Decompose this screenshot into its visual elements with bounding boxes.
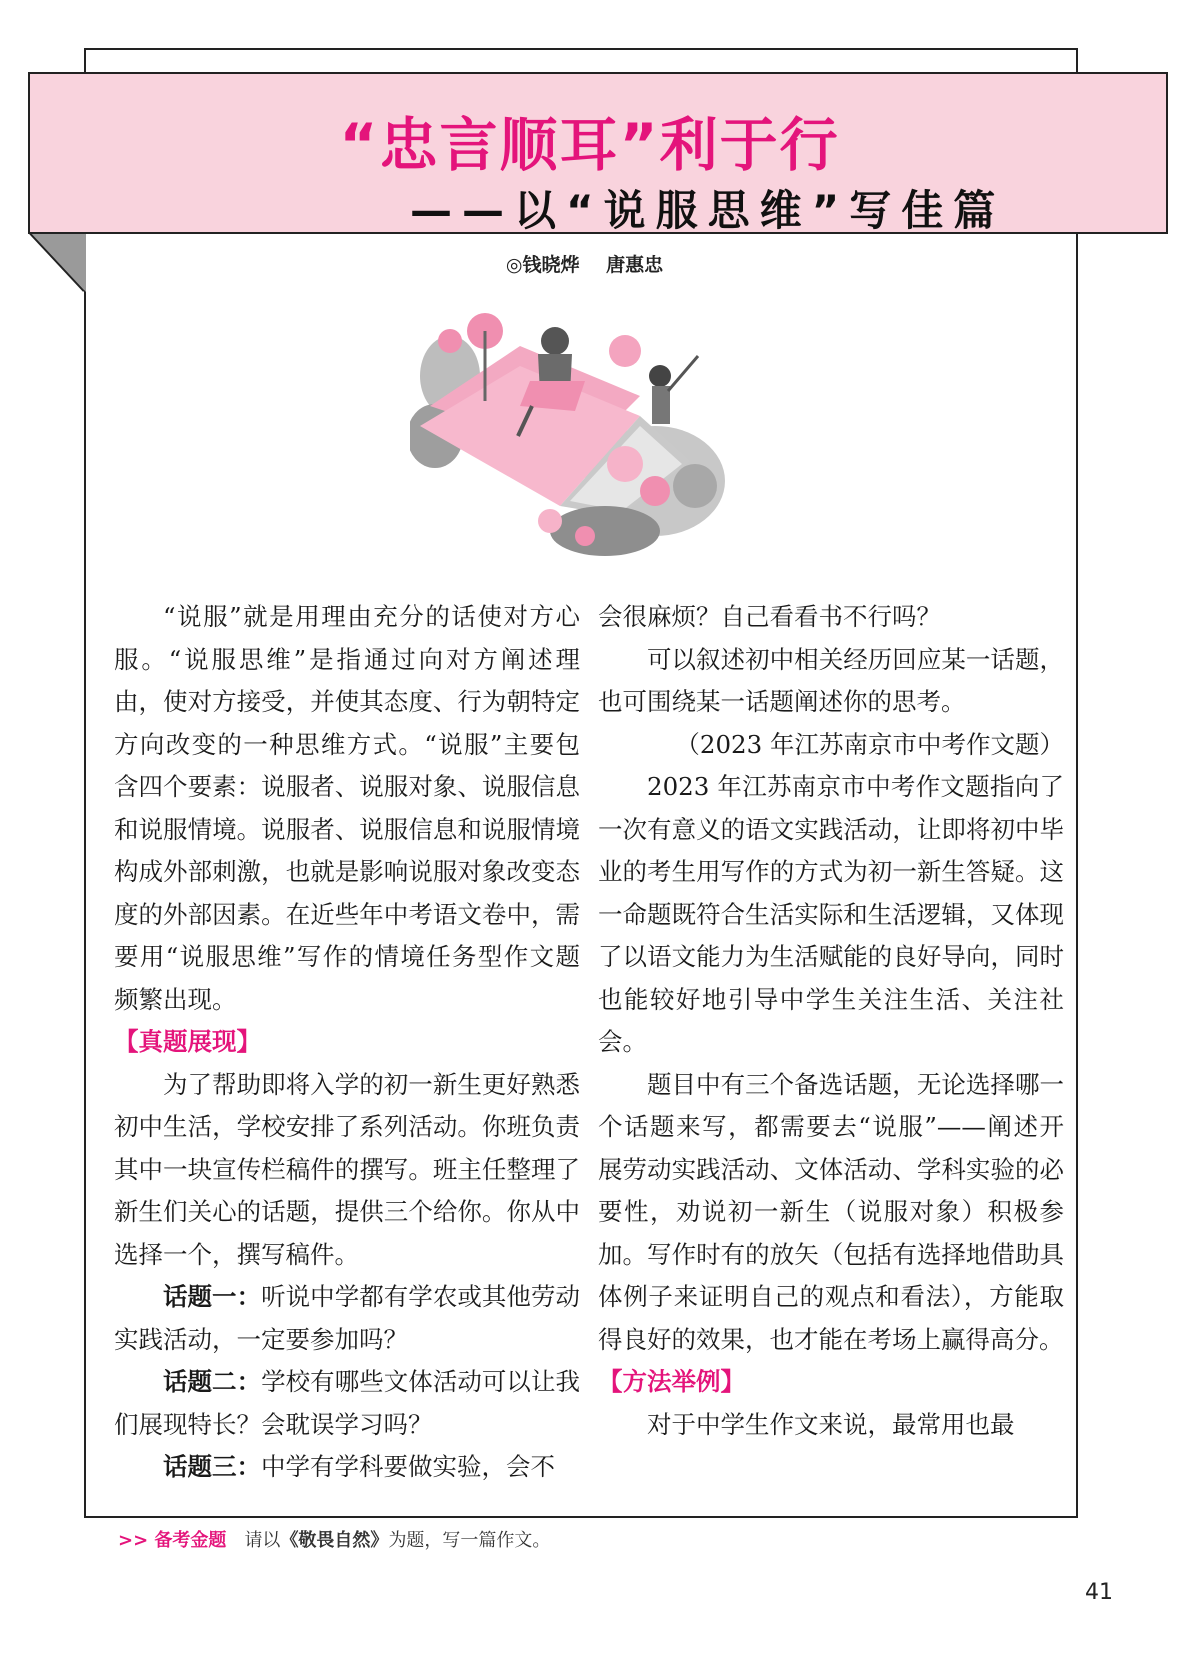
topic-two <box>114 1361 580 1446</box>
practice-prompt-title: 《敬畏自然》 <box>280 1530 389 1551</box>
topic-three-continuation: 会很麻烦？自己看看书不行吗？ <box>598 602 941 631</box>
page-number: 41 <box>1085 1580 1113 1605</box>
section-heading-real-exam: 【真题展现】 <box>114 1027 261 1056</box>
analysis-paragraph-2: 题目中有三个备选话题，无论选择哪一个话题来写，都需要去“说服”——阐述开展劳动实践活动、文体活动、学科实验的必要性，劝说初一新生（说服对象）积极参加。写作时有的放矢（包括有选择地借助具体例子来证明自己的观点和看法），方能取得良好的效果，也才能在考场上赢得高分。 <box>598 1069 1064 1354</box>
left-column <box>114 596 580 1489</box>
exam-prompt-paragraph: 为了帮助即将入学的初一新生更好熟悉初中生活，学校安排了系列活动。你班负责其中一块宣传栏稿件的撰写。班主任整理了新生们关心的话题，提供三个给你。你从中选择一个，撰写稿件。 <box>114 1069 580 1269</box>
topic-one-label: 话题一： <box>163 1282 262 1311</box>
practice-prompt-after: 为题，写一篇作文。 <box>388 1530 551 1551</box>
author-mark: ◎ <box>505 254 523 276</box>
practice-prompt <box>118 1526 550 1552</box>
article-title: “忠言顺耳”利于行 <box>339 111 840 179</box>
method-paragraph: 对于中学生作文来说，最常用也最 <box>647 1409 1015 1439</box>
topic-three-text: 中学有学科要做实验，会不 <box>261 1452 555 1481</box>
intro-paragraph: “说服”就是用理由充分的话使对方心服。“说服思维”是指通过向对方阐述理由，使对方接受，并使其态度、行为朝特定方向改变的一种思维方式。“说服”主要包含四个要素：说服者、说服对象、说服信息和说服情境。说服者、说服信息和说服情境构成外部刺激，也就是影响说服对象改变态度的外部因素。在近些年中考语文卷中，需要用“说服思维”写作的情境任务型作文题频繁出现。 <box>114 602 580 1014</box>
topic-three <box>114 1446 580 1489</box>
exam-source: （2023 年江苏南京市中考作文题） <box>675 729 1064 759</box>
topic-three-label: 话题三： <box>163 1452 261 1481</box>
author-name: 钱晓烨 <box>522 254 580 276</box>
practice-label: >> 备考金题 <box>118 1530 227 1551</box>
writing-instruction: 可以叙述初中相关经历回应某一话题，也可围绕某一话题阐述你的思考。 <box>598 644 1064 716</box>
author-line <box>0 250 1179 277</box>
topic-two-label: 话题二： <box>163 1367 262 1396</box>
practice-prompt-before: 请以 <box>244 1530 281 1551</box>
topic-one <box>114 1276 580 1361</box>
topic-two-text: 学校有哪些文体活动可以让我们展现特长？会耽误学习吗？ <box>114 1367 580 1439</box>
illustration-book-and-girls <box>410 286 770 566</box>
article-subtitle: ——以“说服思维”写佳篇 <box>410 186 1006 235</box>
topic-one-text: 听说中学都有学农或其他劳动实践活动，一定要参加吗？ <box>114 1282 580 1354</box>
section-heading-method: 【方法举例】 <box>598 1367 745 1396</box>
analysis-paragraph-1: 2023 年江苏南京市中考作文题指向了一次有意义的语文实践活动，让即将初中毕业的考生用写作的方式为初一新生答疑。这一命题既符合生活实际和生活逻辑，又体现了以语文能力为生活赋能的良好导向，同时也能较好地引导中学生关注生活、关注社会。 <box>598 772 1064 1056</box>
right-column <box>598 596 1064 1446</box>
author-name: 唐惠忠 <box>606 254 664 276</box>
